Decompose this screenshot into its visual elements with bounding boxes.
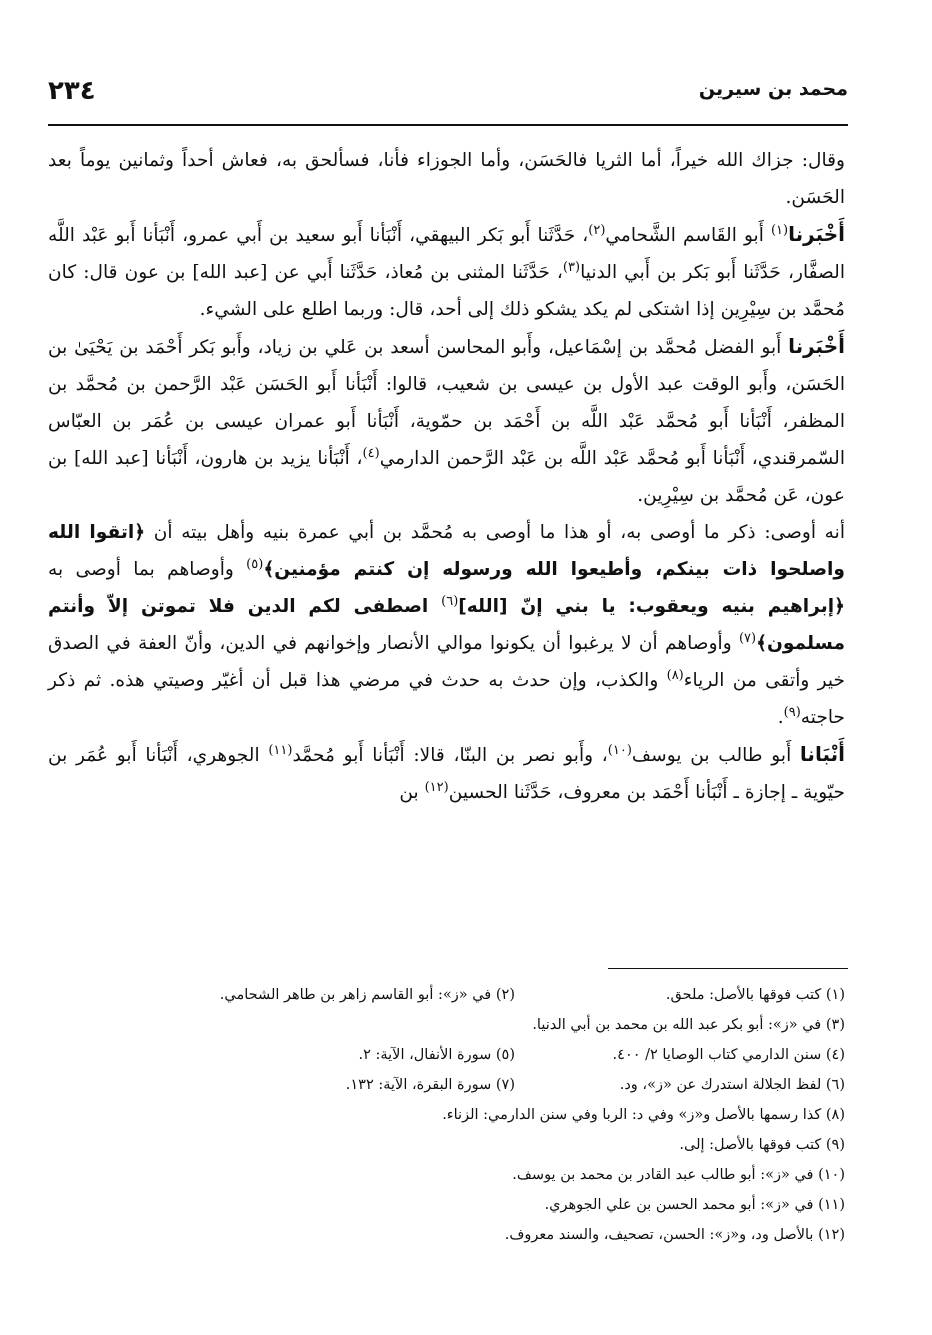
paragraph-5 [48,736,845,811]
paragraph-4 [48,514,845,736]
footnote-row [48,1160,845,1190]
main-text [48,142,845,811]
text-span: . [777,707,784,728]
footnote-row [48,1130,845,1160]
footnote-ref-4: (٤) [362,445,380,461]
footnote-item [85,1160,845,1190]
footnote-ref-9: (٩) [783,704,801,720]
footnote-text: كتب فوقها بالأصل: ملحق. [665,987,822,1003]
footnote-item [85,1100,845,1130]
footnotes [48,980,845,1250]
paragraph-3 [48,328,845,514]
footnote-item [85,1190,845,1220]
text-span: ، أَنْبَأنا يزيد بن هارون، أَنْبَأنا [عبد الله] بن عون، عَن مُحمَّد بن سِيْرِين. [48,448,845,506]
text-span: والكذب، وإن حدث به حدث في مرضي هذا قبل أن أغيّر وصيتي هذه. ثم ذكر حاجته [48,670,845,728]
footnote-text: لفظ الجلالة استدرك عن «ز»، ود. [619,1077,822,1093]
footnote-text: كتب فوقها بالأصل: إلى. [679,1137,822,1153]
footnote-text: بالأصل ود، و«ز»: الحسن، تصحيف، والسند معروف. [504,1227,814,1243]
footnote-number: (٨) [825,1107,845,1123]
footnote-number: (٢) [495,987,515,1003]
footnote-item [185,1070,515,1100]
footnote-ref-7: (٧) [738,630,757,646]
footnote-item [515,1040,845,1070]
text-span: وأوصاهم بما أوصى به [48,559,247,580]
footnote-number: (١٠) [818,1167,845,1183]
lead-word: أَنْبَانا [799,742,845,766]
footnote-text: سورة البقرة، الآية: ١٣٢. [345,1077,492,1093]
footnote-number: (٦) [825,1077,845,1093]
footnote-item [515,1070,845,1100]
footnote-ref-11: (١١) [268,742,293,758]
footnote-text: في «ز»: أبو محمد الحسن بن علي الجوهري. [544,1197,814,1213]
footnote-item [515,980,845,1010]
footnote-item [85,1130,845,1160]
text-span: أَبو طالب بن يوسف [631,745,800,766]
footnote-text: سنن الدارمي كتاب الوصايا ٢/ ٤٠٠. [612,1047,822,1063]
text-span: ، حَدَّثَنا أَبو بَكر البيهقي، أَنْبَأنا أَبو سعيد بن أَبي عمرو، أَنْبَأنا أَبو عَبْد اللَّه الصفَّار، حَدَّثَنا أَبو بَكر بن أَبي الدنيا [48,225,845,283]
footnote-number: (١) [825,987,845,1003]
footnote-text: في «ز»: أبو بكر عبد الله بن محمد بن أبي الدنيا. [532,1017,822,1033]
running-title: محمد بن سيرين [698,78,848,100]
footnote-row [48,1100,845,1130]
footnote-item [85,1010,845,1040]
footnote-row [48,1040,845,1070]
footnote-number: (٥) [495,1047,515,1063]
footnote-text: سورة الأنفال، الآية: ٢. [358,1047,492,1063]
footnote-number: (٧) [495,1077,515,1093]
footnote-ref-12: (١٢) [424,779,449,795]
text-span: أَبو القَاسم الشَّحامي [605,225,771,246]
text-span: ، وأَبو نصر بن البنّا، قالا: أَنْبَأنا أَبو مُحمَّد [292,745,608,766]
footnote-row [48,1190,845,1220]
quran-quote-2b: اصطفى لكم الدين فلا تموتن إلاّ وأنتم مسلمون﴾ [48,596,845,654]
text-span: بن [399,782,425,803]
footnote-number: (١١) [818,1197,845,1213]
footnote-row [48,1010,845,1040]
footnote-number: (٩) [825,1137,845,1153]
footnote-ref-1: (١) [770,222,789,238]
text-span: وأوصاهم أن لا يرغبوا أن يكونوا موالي الأنصار وإخوانهم في الدين، وأنّ العفة في الصدق خير وأتقى من الرياء [48,633,845,691]
footnote-row [48,1220,845,1250]
page-number: ٢٣٤ [48,76,96,106]
page-header [48,70,848,126]
footnote-ref-5: (٥) [246,556,264,572]
footnote-text: كذا رسمها بالأصل و«ز» وفي د: الربا وفي سنن الدارمي: الزناء. [442,1107,822,1123]
footnote-number: (٣) [825,1017,845,1033]
footnote-text: في «ز»: أبو القاسم زاهر بن طاهر الشحامي. [219,987,492,1003]
lead-word: أَخْبَرنا [788,222,846,246]
footnote-divider [608,968,848,969]
footnote-row [48,1070,845,1100]
footnote-text: في «ز»: أبو طالب عبد القادر بن محمد بن يوسف. [512,1167,814,1183]
quran-quote-1: ﴿اتقوا الله واصلحوا ذات بينكم، وأطيعوا الله ورسوله إن كنتم مؤمنين﴾ [48,522,845,580]
paragraph-2 [48,216,845,328]
paragraph-1: وقال: جزاك الله خيراً، أما الثريا فالحَسَن، وأما الجوزاء فأنا، فسألحق به، فعاش أحداً وثمانين يوماً بعد الحَسَن. [48,150,845,208]
footnote-ref-8: (٨) [666,667,684,683]
text-span: الجوهري، أَنْبَأنا أَبو عُمَر بن حيّوية ـ إجازة ـ أَنْبَأنا أَحْمَد بن معروف، حَدَّثَنا الحسين [48,745,845,803]
quran-quote-2a: ﴿إبراهيم بنيه ويعقوب: يا بني إنّ [الله] [458,596,845,617]
footnote-ref-2: (٢) [588,222,606,238]
footnote-ref-6: (٦) [441,593,459,609]
footnote-ref-3: (٣) [562,259,581,275]
footnote-item [185,980,515,1010]
footnote-number: (٤) [825,1047,845,1063]
footnote-number: (١٢) [818,1227,845,1243]
lead-word: أَخْبَرنا [788,334,845,358]
text-span: أَبو الفضل مُحمَّد بن إسْمَاعيل، وأَبو المحاسن أسعد بن عَلي بن زياد، وأَبو بَكر أَحْمَد بن يَحْيَىٰ بن الحَسَن، وأَبو الوقت عبد الأول بن عيسى بن شعيب، قالوا: أَنْبَأنا أَبو الحَسَن عَبْد الرَّحمن بن مُحمَّد بن المظفر، أَنْبَأنا أَبو مُحمَّد عَبْد اللَّه بن أَحْمَد بن حمّوية، أَنْبَأنا أَبو عمران عيسى بن عُمَر بن العبّاس السّمرقندي، أَنْبَأنا أَبو مُحمَّد عَبْد اللَّه بن عَبْد الرَّحمن الدارمي [48,337,845,469]
footnote-item [85,1220,845,1250]
footnote-item [185,1040,515,1070]
text-span: ، حَدَّثَنا المثنى بن مُعاذ، حَدَّثَنا أَبي عن [عبد الله] بن عون قال: كان مُحمَّد بن سِيْرِين إذا اشتكى لم يكد يشكو ذلك إلى أحد، قال: وربما اطلع على الشيء. [48,262,845,320]
text-span: أنه أوصى: ذكر ما أوصى به، أو هذا ما أوصى به مُحمَّد بن أبي عمرة بنيه وأهل بيته أن [145,522,845,543]
footnote-ref-10: (١٠) [607,742,632,758]
footnote-row [48,980,845,1010]
